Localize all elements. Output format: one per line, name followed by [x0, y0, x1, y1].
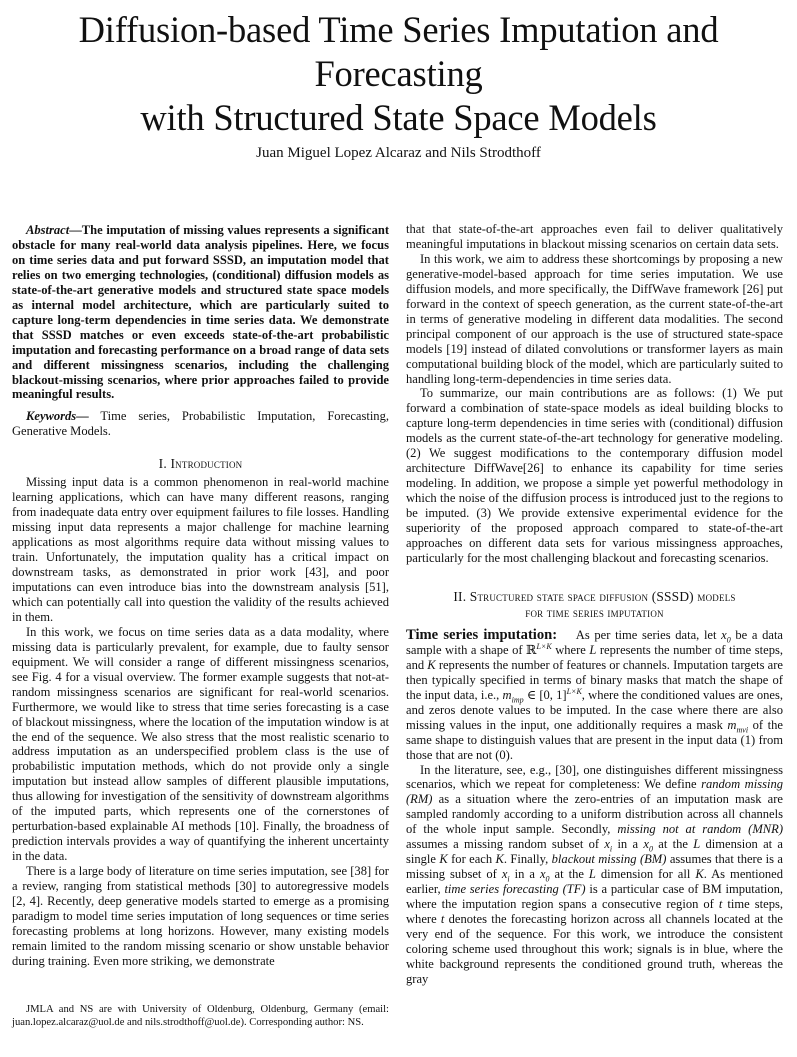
- intro-paragraph-4: In this work, we aim to address these shortcomings by proposing a new generative-model-based approach for time series imputation. We use diffusion models, and more specifically, the DiffWave framework [26] put forward in the context of speech generation, as the current state-of-the-art in terms of generative modeling in different data modalities. The second principal component of our approach is the use of structured state-space models [19] instead of dilated convolutions or transformer layers as main computational building block of the model, which are particularly suited to handling long-term-dependencies in time series data.: [406, 251, 783, 386]
- intro-paragraph-2: In this work, we focus on time series data as a data modality, where missing data is particularly prevalent, for example, due to faulty sensor equipment. We will consider a range of different missingness scenarios, see Fig. 4 for a visual overview. The former example suggests that not-at-random missingness scenarios are significant for real-world scenarios. Furthermore, we would like to stress that time series forecasting is a case of blackout missingness, where the location of the imputation window is at the end of the sequence. We also stress that the most realistic scenario to address imputation as an underspecified problem class is the use of probabilistic imputation methods, which do not provide only a single imputation but instead allow samples of different plausible imputations, thus allowing for investigation of the sensitivity of downstream algorithms of the imputed parts, which represents one of the cornerstones of perturbation-based explainable AI methods [10]. Finally, the broadness of prediction intervals provides a way of quantifying the inherent uncertainty in the data.: [12, 624, 389, 864]
- term-missing-not-at-random: missing not at random (MNR): [617, 822, 783, 837]
- keywords-text: Time series, Probabilistic Imputation, Forecasting, Generative Models.: [12, 409, 389, 439]
- author-list: Juan Miguel Lopez Alcaraz and Nils Strodthoff: [256, 145, 541, 161]
- title-line-1: Diffusion-based Time Series Imputation and: [78, 9, 719, 50]
- keywords: [12, 409, 389, 439]
- keywords-label: Keywords—: [26, 409, 89, 424]
- abstract-label: Abstract: [26, 223, 70, 237]
- sssd-paragraph-2-missingness-scenarios: In the literature, see, e.g., [30], one distinguishes different missingness scenarios, which we repeat for completeness: We define random missing (RM) as a situation where the zero-entries of an imputation mask are sampled randomly according to a uniform distribution across all channels of the whole input sample. Secondly, missing not at random (MNR) assumes a missing random subset of $x_i$ in a $x_0$ at the L dimension at a single K for each K. Finally, blackout missing (BM) assumes that there is a missing subset of $x_i$ in a $x_0$ at the L dimension for all K. As mentioned earlier, time series forecasting (TF) is a particular case of BM imputation, where the imputation region spans a consecutive region of t time steps, where t denotes the forecasting horizon across all channels located at the very end of the sequence. For this work, we introduce the consistent coloring scheme used throughout this work; signals is in blue, where the white background represents the conditioned ground truth, whereas the gray: [406, 762, 784, 986]
- term-random-missing: random missing (RM): [406, 777, 783, 807]
- intro-paragraph-contributions: To summarize, our main contributions are as follows: (1) We put forward a combination of state-space models as ideal building blocks to capture long-term dependencies in time series with (conditional) diffusion models as the current state-of-the-art technology for generative modeling. (2) We suggest modifications to the contemporary diffusion model architecture DiffWave[26] to enhance its capability for time series modeling. In addition, we propose a simple yet powerful methodology in which the noise of the diffusion process is introduced just to the regions to be imputed. (3) We provide extensive experimental evidence for the superiority of the proposed approach compared to state-of-the-art approaches on different data sets for various missingness approaches, particularly for the most challenging blackout and forecasting scenarios.: [406, 386, 783, 565]
- term-time-series-forecasting: time series forecasting (TF): [444, 882, 586, 897]
- section-heading-sssd-line-1: II. Structured state space diffusion (SSSD) models: [453, 588, 736, 604]
- footnote-text: JMLA and NS are with University of Oldenburg, Oldenburg, Germany (email: juan.lopez.alcaraz@uol.de and nils.strodthoff@uol.de). Corresponding author: NS.: [12, 1004, 389, 1029]
- math-m-mvi: $m_{mvi}$: [727, 717, 749, 735]
- math-m-imp: $m_{imp}$: [502, 687, 524, 705]
- intro-paragraph-3-continued: that that state-of-the-art approaches even fail to deliver qualitatively meaningful imputations in blackout missing scenarios on certain data sets.: [406, 222, 783, 251]
- term-blackout-missing: blackout missing (BM): [551, 852, 667, 867]
- intro-paragraph-3: There is a large body of literature on time series imputation, see [38] for a review, ranging from statistical methods [30] to autoregressive models [2, 4]. Recently, deep generative models started to emerge as a promising paradigm to model time series imputation of long sequences or time series forecasting problems at long horizons. However, many existing models remain limited to the random missing scenario or show unstable behavior during training. Even more striking, we demonstrate: [12, 864, 389, 968]
- abstract-text: The imputation of missing values represents a significant obstacle for many real-world data analysis pipelines. Here, we focus on time series data and put forward SSSD, an imputation model that relies on two emerging technologies, (conditional) diffusion models as state-of-the-art generative models and structured state space models as internal model architecture, which are particularly suited to capture long-term dependencies in time series data. We demonstrate that SSSD matches or even exceeds state-of-the-art probabilistic imputation and forecasting performance on a broad range of data sets and different missingness scenarios, including the challenging blackout-missing scenarios, where prior approaches failed to provide meaningful results.: [12, 223, 389, 402]
- intro-paragraph-1: Missing input data is a common phenomenon in real-world machine learning applications, which can have many different reasons, ranging from inadequate data entry over equipment failures to file losses. Handling missing input data represents a major challenge for machine learning applications as most algorithms require data without missing values to train. Unfortunately, the imputation quality has a critical impact on downstream tasks, as demonstrated in prior work [43], and poor imputations can even introduce bias into the downstream analysis [51], which can potentially call into question the validity of the results achieved in them.: [12, 475, 389, 624]
- left-column: [12, 223, 389, 969]
- math-LxK: L×K: [536, 641, 552, 651]
- math-x0: $x_0$: [721, 627, 731, 645]
- paragraph-heading-time-series-imputation: Time series imputation:: [406, 626, 558, 643]
- abstract: [12, 223, 389, 402]
- paper-title: [0, 8, 797, 140]
- title-line-2: Forecasting: [314, 53, 483, 94]
- section-heading-introduction: I. Introduction: [158, 456, 243, 472]
- right-column: [406, 222, 783, 987]
- title-line-3: with Structured State Space Models: [140, 97, 657, 138]
- section-heading-sssd-line-2: for time series imputation: [525, 605, 664, 620]
- author-affiliation-footnote: [12, 1003, 389, 1029]
- section-heading-sssd: [406, 588, 783, 622]
- abstract-dash: —: [69, 223, 82, 237]
- sssd-paragraph-1: Time series imputation: As per time series data, let $x_0$ be a data sample with a shape of ℝ$^{L\times K}$ where L represents the number of time steps, and K represents the number of features or channels. Imputation targets are then typically specified in terms of binary masks that match the shape of the input data, i.e., $m_{imp}$ ∈ [0, 1]$^{L\times K}$, where the conditioned values are ones, and zeros denote values to be imputed. In the case where there are also missing values in the input, one additionally requires a mask $m_{mvi}$ of the same shape to distinguish values that are present in the input data (1) from those that are not (0).: [406, 626, 784, 762]
